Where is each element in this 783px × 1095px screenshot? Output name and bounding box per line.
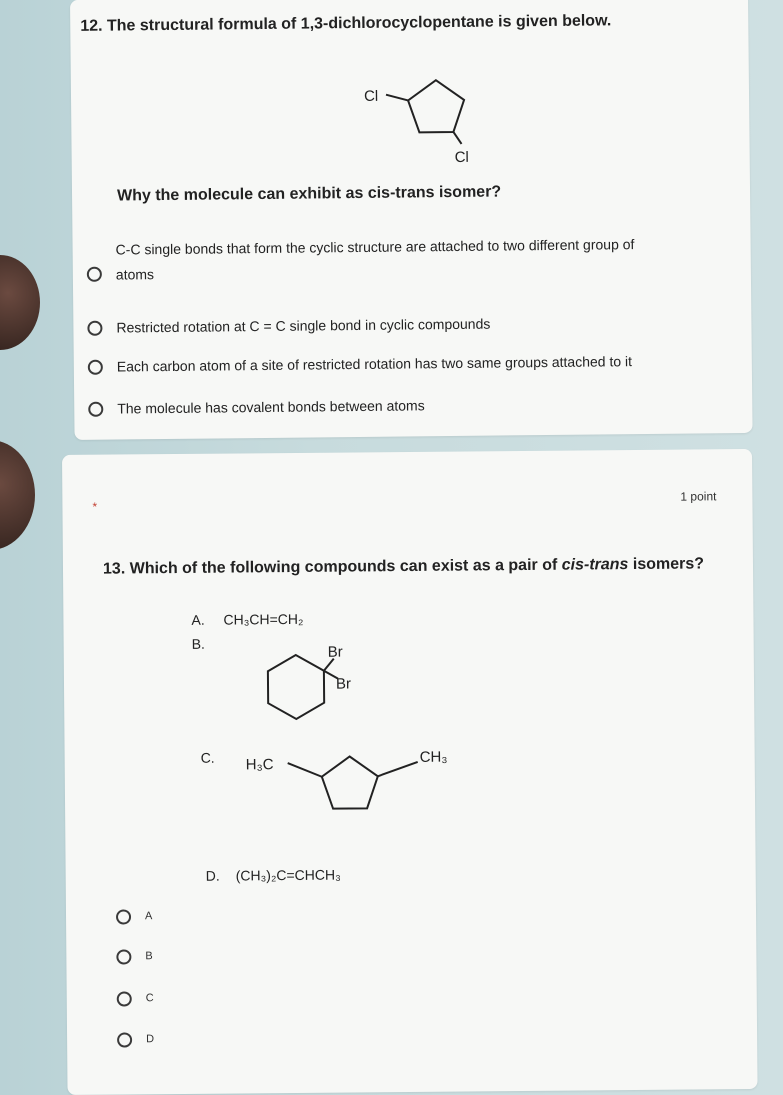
dibromocyclohexane-structure: [234, 640, 375, 741]
br-label-1: Br: [327, 643, 343, 661]
q13-answer-d[interactable]: [117, 1032, 154, 1047]
question-13-card: [62, 449, 758, 1095]
q12-option-3[interactable]: [88, 349, 632, 380]
q12-option-4[interactable]: [88, 393, 425, 422]
choice-d-label: D.: [205, 867, 220, 884]
required-mark: *: [92, 499, 98, 514]
choice-a-formula: CH₃CH=CH₂: [223, 610, 304, 628]
q12-option-3-text: Each carbon atom of a site of restricted rotation has two same groups attached to it: [116, 353, 633, 375]
question-12-prompt: Why the molecule can exhibit as cis-trans isomer?: [116, 183, 502, 205]
ch3-label: CH₃: [419, 748, 448, 766]
cl-label-top: Cl: [363, 87, 379, 105]
q12-option-1[interactable]: [86, 232, 634, 288]
q13-answer-b[interactable]: [116, 949, 152, 964]
q12-option-4-radio[interactable]: [88, 402, 103, 417]
q12-option-3-radio[interactable]: [88, 360, 103, 375]
q13-answer-d-radio[interactable]: [117, 1032, 132, 1047]
dimethylcyclopentane-structure: [240, 743, 501, 825]
finger-shadow-bottom: [0, 440, 35, 550]
q12-option-4-text: The molecule has covalent bonds between atoms: [117, 397, 425, 417]
cl-label-bottom: Cl: [454, 148, 469, 166]
question-12-card: [70, 0, 753, 440]
q12-option-1-text-2: atoms: [115, 266, 155, 283]
q12-option-2[interactable]: [87, 312, 490, 341]
q13-answer-a[interactable]: [116, 909, 152, 924]
q13-answer-a-label: A: [144, 910, 153, 923]
choice-a-label: A.: [191, 611, 205, 628]
q13-answer-d-label: D: [146, 1033, 155, 1046]
br-label-2: Br: [335, 675, 352, 693]
choice-d-formula: (CH₃)₂C=CHCH₃: [235, 866, 341, 884]
q13-answer-b-label: B: [145, 950, 153, 963]
h3c-label: H₃C: [245, 756, 274, 774]
q12-option-1-text: C-C single bonds that form the cyclic structure are attached to two different group of: [115, 236, 635, 258]
q12-option-2-text: Restricted rotation at C = C single bond in cyclic compounds: [116, 315, 491, 336]
question-13-title: 13. Which of the following compounds can exist as a pair of cis-trans isomers?: [102, 555, 705, 578]
finger-shadow-top: [0, 255, 40, 350]
question-12-title: 12. The structural formula of 1,3-dichlorocyclopentane is given below.: [80, 12, 612, 35]
q13-answer-c-radio[interactable]: [117, 991, 132, 1006]
q12-option-2-radio[interactable]: [87, 321, 102, 336]
choice-b-label: B.: [191, 635, 205, 652]
q13-answer-a-radio[interactable]: [116, 909, 131, 924]
dichlorocyclopentane-structure: [326, 74, 487, 176]
q13-answer-c[interactable]: [117, 991, 154, 1006]
q12-option-1-radio[interactable]: [87, 267, 102, 282]
q13-answer-b-radio[interactable]: [116, 949, 131, 964]
q13-answer-c-label: C: [145, 992, 154, 1005]
choice-c-label: C.: [200, 749, 215, 766]
points-label: 1 point: [680, 489, 717, 504]
